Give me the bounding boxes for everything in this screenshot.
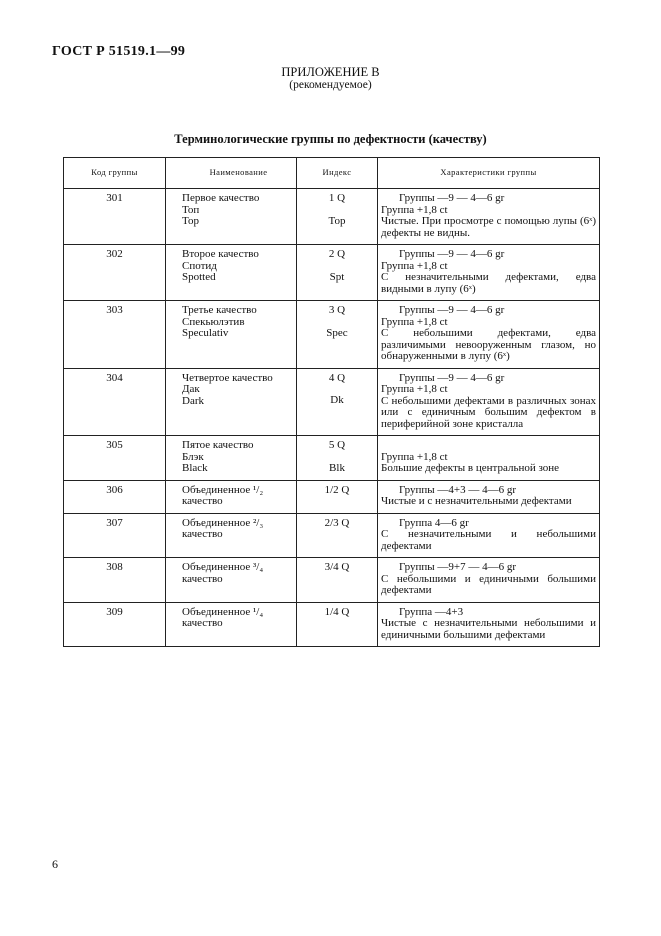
group-name-line: Дак	[182, 383, 200, 395]
group-name-line: Объединенное ³/₄	[182, 561, 264, 573]
group-description: С незначительными и небольшими дефектами	[381, 528, 596, 552]
group-index	[297, 480, 378, 513]
group-name-line: Четвертое качество	[182, 371, 273, 384]
group-index-value: 5 Q	[328, 439, 346, 451]
group-name-line: Dark	[182, 394, 204, 407]
group-index	[297, 189, 378, 245]
table-row	[64, 513, 600, 558]
group-index-value: 1/2 Q	[324, 483, 350, 496]
group-name	[166, 245, 297, 301]
group-characteristics	[378, 558, 600, 603]
group-index	[297, 436, 378, 481]
group-code: 308	[64, 558, 166, 603]
group-name-line: Speculativ	[182, 327, 229, 339]
group-characteristics	[378, 513, 600, 558]
group-description: Группа +1,8 ct С небольшими дефектами в различных зонах или с единичным большим дефектом в периферийной зоне кристалла	[381, 383, 596, 430]
group-code: 304	[64, 368, 166, 436]
header-characteristics: Характеристики группы	[378, 158, 600, 189]
group-name-line: Блэк	[182, 450, 204, 463]
header-name: Наименование	[166, 158, 297, 189]
group-name-line: Объединенное ¹/₄	[182, 605, 264, 618]
group-name-line: Топ	[182, 203, 200, 216]
table-row	[64, 189, 600, 245]
header-code: Код группы	[64, 158, 166, 189]
group-name-line: Spotted	[182, 271, 216, 283]
document-code: ГОСТ Р 51519.1—99	[52, 44, 186, 59]
table-row	[64, 436, 600, 481]
group-sieve-range: Группы —9 — 4—6 gr	[399, 192, 505, 204]
group-index	[297, 513, 378, 558]
group-characteristics	[378, 245, 600, 301]
appendix-heading	[0, 66, 661, 92]
group-description: Группа +1,8 ct Большие дефекты в центральной зоне	[381, 450, 560, 474]
group-index-value: 2/3 Q	[324, 516, 350, 529]
group-characteristics	[378, 480, 600, 513]
group-name-line: Второе качество	[182, 248, 259, 260]
table-row	[64, 602, 600, 647]
table-title: Терминологические группы по дефектности (качеству)	[174, 132, 487, 146]
appendix-title: ПРИЛОЖЕНИЕ В	[281, 65, 380, 79]
table-row	[64, 245, 600, 301]
group-sieve-range	[381, 440, 596, 452]
group-characteristics	[378, 189, 600, 245]
group-description: Группа +1,8 ct С небольшими дефектами, едва различимыми невооруженным глазом, но обнаруженными в лупу (6ˣ)	[381, 315, 596, 362]
group-index-value: Dk	[330, 394, 344, 406]
page-number: 6	[52, 857, 58, 871]
table-row	[64, 480, 600, 513]
group-name-line: Первое качество	[182, 192, 260, 204]
group-index-value: Blk	[329, 461, 345, 474]
group-characteristics	[378, 436, 600, 481]
group-code: 302	[64, 245, 166, 301]
group-name-line: качество	[182, 528, 223, 540]
group-sieve-range: Группы —9+7 — 4—6 gr	[399, 561, 517, 573]
group-name-line: Black	[182, 462, 208, 474]
group-name	[166, 301, 297, 369]
group-name	[166, 480, 297, 513]
group-sieve-range: Группы —9 — 4—6 gr	[399, 304, 505, 316]
group-code: 306	[64, 480, 166, 513]
group-name-line: Третье качество	[182, 304, 257, 316]
group-index-value: Spec	[326, 326, 348, 339]
group-description: Чистые с незначительными небольшими и единичными большими дефектами	[381, 617, 596, 641]
defect-groups-table	[63, 157, 600, 647]
group-name-line: Top	[182, 215, 199, 227]
group-index-value: 3 Q	[328, 304, 346, 316]
group-index-value: 4 Q	[328, 371, 346, 384]
group-description: Чистые и с незначительными дефектами	[381, 495, 572, 507]
header-index: Индекс	[297, 158, 378, 189]
table-row	[64, 558, 600, 603]
group-name-line: качество	[182, 617, 223, 629]
group-characteristics	[378, 368, 600, 436]
group-index-value: Top	[328, 214, 346, 227]
group-name-line: Спотид	[182, 259, 217, 272]
group-name-line: Объединенное ²/₃	[182, 516, 264, 529]
group-sieve-range: Группы —4+3 — 4—6 gr	[399, 483, 517, 496]
group-name-line: Пятое качество	[182, 439, 254, 451]
group-name	[166, 558, 297, 603]
group-index-value: 2 Q	[328, 248, 346, 260]
table-header-row	[64, 158, 600, 189]
group-name	[166, 368, 297, 436]
group-index-value: 1 Q	[328, 192, 346, 204]
group-sieve-range: Группа —4+3	[399, 605, 464, 618]
group-index	[297, 558, 378, 603]
group-description: Группа +1,8 ct Чистые. При просмотре с помощью лупы (6ˣ) дефекты не видны.	[381, 203, 596, 239]
appendix-subtitle: (рекомендуемое)	[289, 79, 372, 91]
group-name	[166, 189, 297, 245]
group-index-value: 1/4 Q	[324, 605, 350, 618]
group-index-value: 3/4 Q	[324, 561, 350, 573]
table-row	[64, 301, 600, 369]
group-characteristics	[378, 602, 600, 647]
group-name	[166, 513, 297, 558]
group-name	[166, 436, 297, 481]
group-sieve-range: Группа 4—6 gr	[399, 516, 469, 529]
group-code: 301	[64, 189, 166, 245]
group-index-value: Spt	[329, 270, 345, 283]
group-code: 307	[64, 513, 166, 558]
table-row	[64, 368, 600, 436]
group-index	[297, 602, 378, 647]
group-code: 309	[64, 602, 166, 647]
group-name-line: Объединенное ¹/₂	[182, 483, 264, 496]
group-description: С небольшими и единичными большими дефектами	[381, 572, 596, 596]
group-name-line: Спекьюлэтив	[182, 315, 245, 328]
group-description: Группа +1,8 ct С незначительными дефектами, едва видными в лупу (6ˣ)	[381, 259, 596, 295]
group-name-line: качество	[182, 572, 223, 585]
group-index	[297, 301, 378, 369]
group-index	[297, 368, 378, 436]
group-index	[297, 245, 378, 301]
group-code: 305	[64, 436, 166, 481]
group-sieve-range: Группы —9 — 4—6 gr	[399, 248, 505, 260]
group-code: 303	[64, 301, 166, 369]
group-sieve-range: Группы —9 — 4—6 gr	[399, 371, 505, 384]
group-name-line: качество	[182, 495, 223, 507]
group-name	[166, 602, 297, 647]
group-characteristics	[378, 301, 600, 369]
